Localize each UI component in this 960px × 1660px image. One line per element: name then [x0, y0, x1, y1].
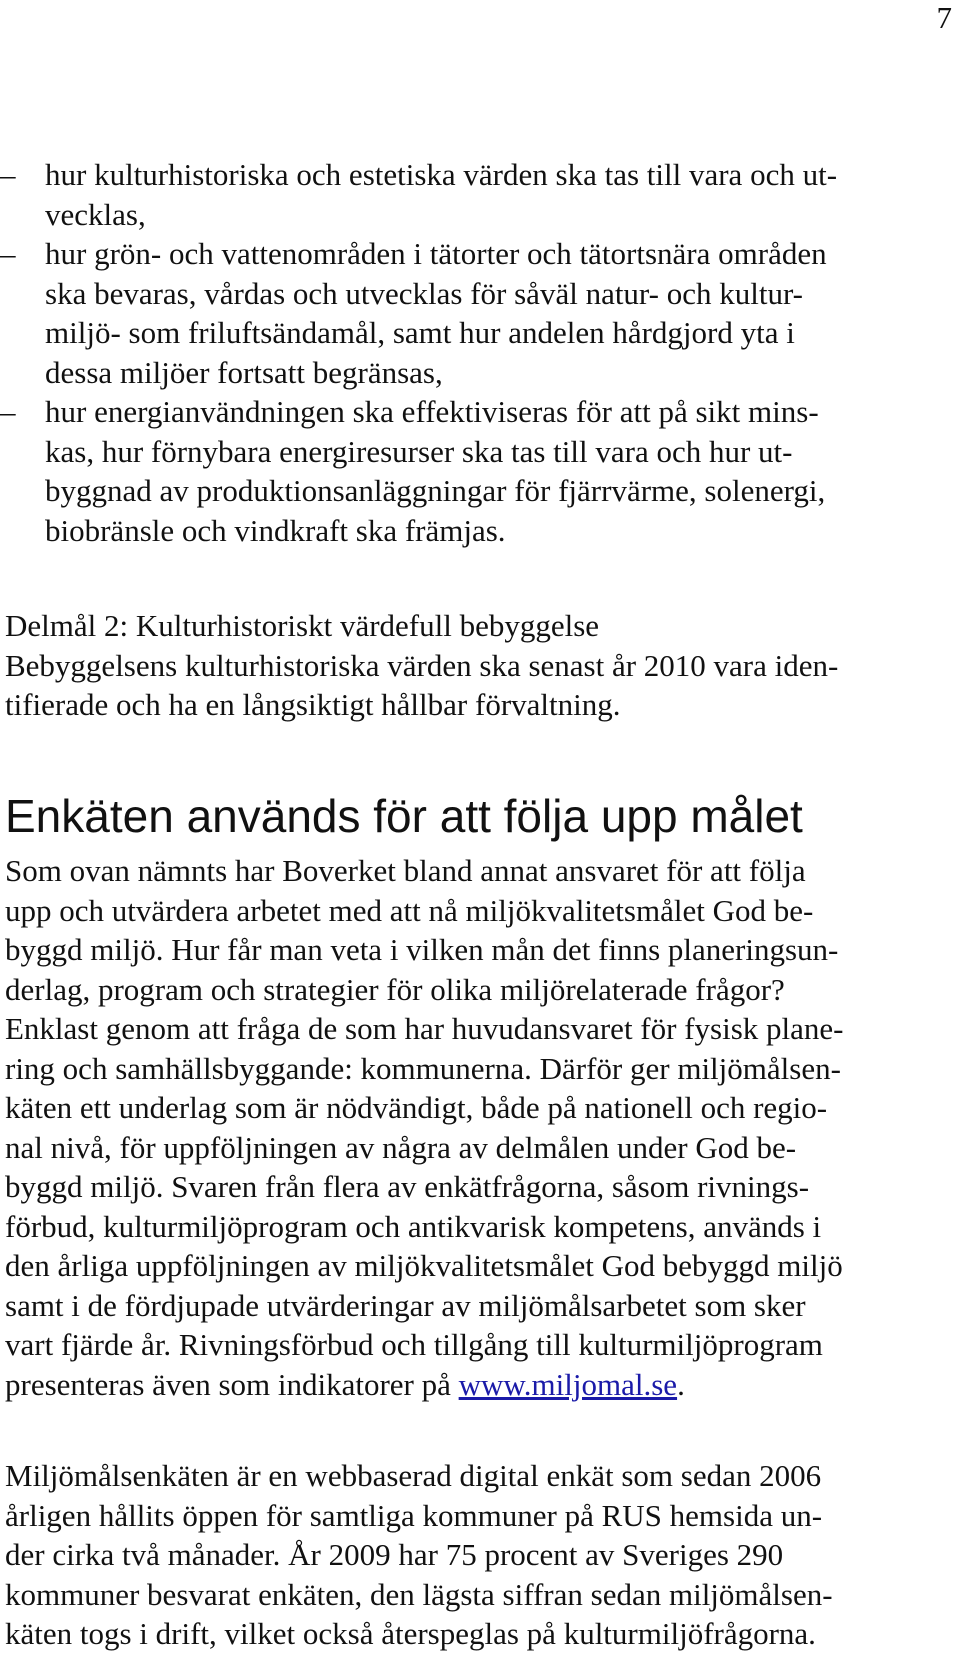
text-line: käten togs i drift, vilket också återspeglas på kulturmiljöfrågorna.	[5, 1616, 816, 1651]
paragraph-1	[5, 851, 935, 1404]
text-line: kas, hur förnybara energiresurser ska tas till vara och hur ut-	[45, 433, 793, 469]
text-line: vart fjärde år. Rivningsförbud och tillgång till kulturmiljöprogram	[5, 1327, 823, 1362]
text-line: Som ovan nämnts har Boverket bland annat ansvaret för att följa	[5, 853, 806, 888]
text-line: tifierade och ha en långsiktigt hållbar förvaltning.	[5, 687, 621, 722]
text-line: den årliga uppföljningen av miljökvalitetsmålet God bebyggd miljö	[5, 1248, 843, 1283]
text-line: hur grön- och vattenområden i tätorter och tätortsnära områden	[45, 236, 827, 271]
bullet-dash: –	[0, 157, 16, 192]
bullet-item	[0, 392, 940, 550]
text-fragment: .	[677, 1366, 685, 1402]
text-line: Enklast genom att fråga de som har huvudansvaret för fysisk plane-	[5, 1011, 844, 1046]
text-line: förbud, kulturmiljöprogram och antikvarisk kompetens, används i	[5, 1208, 822, 1244]
text-line: årligen hållits öppen för samtliga kommuner på RUS hemsida un-	[5, 1497, 823, 1533]
text-line: Miljömålsenkäten är en webbaserad digital enkät som sedan 2006	[5, 1458, 822, 1493]
text-line: vecklas,	[45, 196, 146, 232]
text-line: biobränsle och vindkraft ska främjas.	[45, 512, 506, 548]
page-number: 7	[936, 0, 952, 35]
text-line: byggnad av produktionsanläggningar för fjärrvärme, solenergi,	[45, 473, 826, 508]
miljomal-link[interactable]: www.miljomal.se	[458, 1366, 678, 1402]
delmal-block	[5, 606, 935, 725]
text-line: kommuner besvarat enkäten, den lägsta siffran sedan miljömålsen-	[5, 1576, 833, 1612]
text-line: miljö- som friluftsändamål, samt hur andelen hårdgjord yta i	[45, 315, 795, 350]
section-heading: Enkäten används för att följa upp målet	[5, 790, 803, 842]
text-line: ring och samhällsbyggande: kommunerna. Därför ger miljömålsen-	[5, 1050, 841, 1086]
text-line: hur energianvändningen ska effektiviseras för att på sikt mins-	[45, 394, 819, 429]
text-line: ska bevaras, vårdas och utvecklas för såväl natur- och kultur-	[45, 275, 803, 311]
text-line: byggd miljö. Hur får man veta i vilken mån det finns planeringsun-	[5, 932, 839, 967]
bullet-list	[0, 155, 940, 550]
paragraph-2	[5, 1456, 935, 1654]
text-line: derlag, program och strategier för olika miljörelaterade frågor?	[5, 971, 785, 1007]
text-line: dessa miljöer fortsatt begränsas,	[45, 354, 443, 390]
text-line: hur kulturhistoriska och estetiska värden ska tas till vara och ut-	[45, 157, 838, 192]
bullet-dash: –	[0, 236, 16, 271]
text-line: käten ett underlag som är nödvändigt, både på nationell och regio-	[5, 1090, 828, 1125]
text-line: der cirka två månader. År 2009 har 75 procent av Sveriges 290	[5, 1537, 784, 1572]
text-line: byggd miljö. Svaren från flera av enkätfrågorna, såsom rivnings-	[5, 1169, 810, 1204]
delmal-title: Delmål 2: Kulturhistoriskt värdefull bebyggelse	[5, 608, 600, 643]
text-line: upp och utvärdera arbetet med att nå miljökvalitetsmålet God be-	[5, 892, 814, 928]
text-fragment: presenteras även som indikatorer på	[5, 1366, 459, 1402]
bullet-item	[0, 234, 940, 392]
text-line: Bebyggelsens kulturhistoriska värden ska senast år 2010 vara iden-	[5, 647, 839, 683]
text-line: nal nivå, för uppföljningen av några av delmålen under God be-	[5, 1129, 797, 1165]
text-line: samt i de fördjupade utvärderingar av miljömålsarbetet som sker	[5, 1287, 806, 1323]
bullet-dash: –	[0, 394, 16, 429]
bullet-item	[0, 155, 940, 234]
text-line	[5, 1365, 935, 1405]
